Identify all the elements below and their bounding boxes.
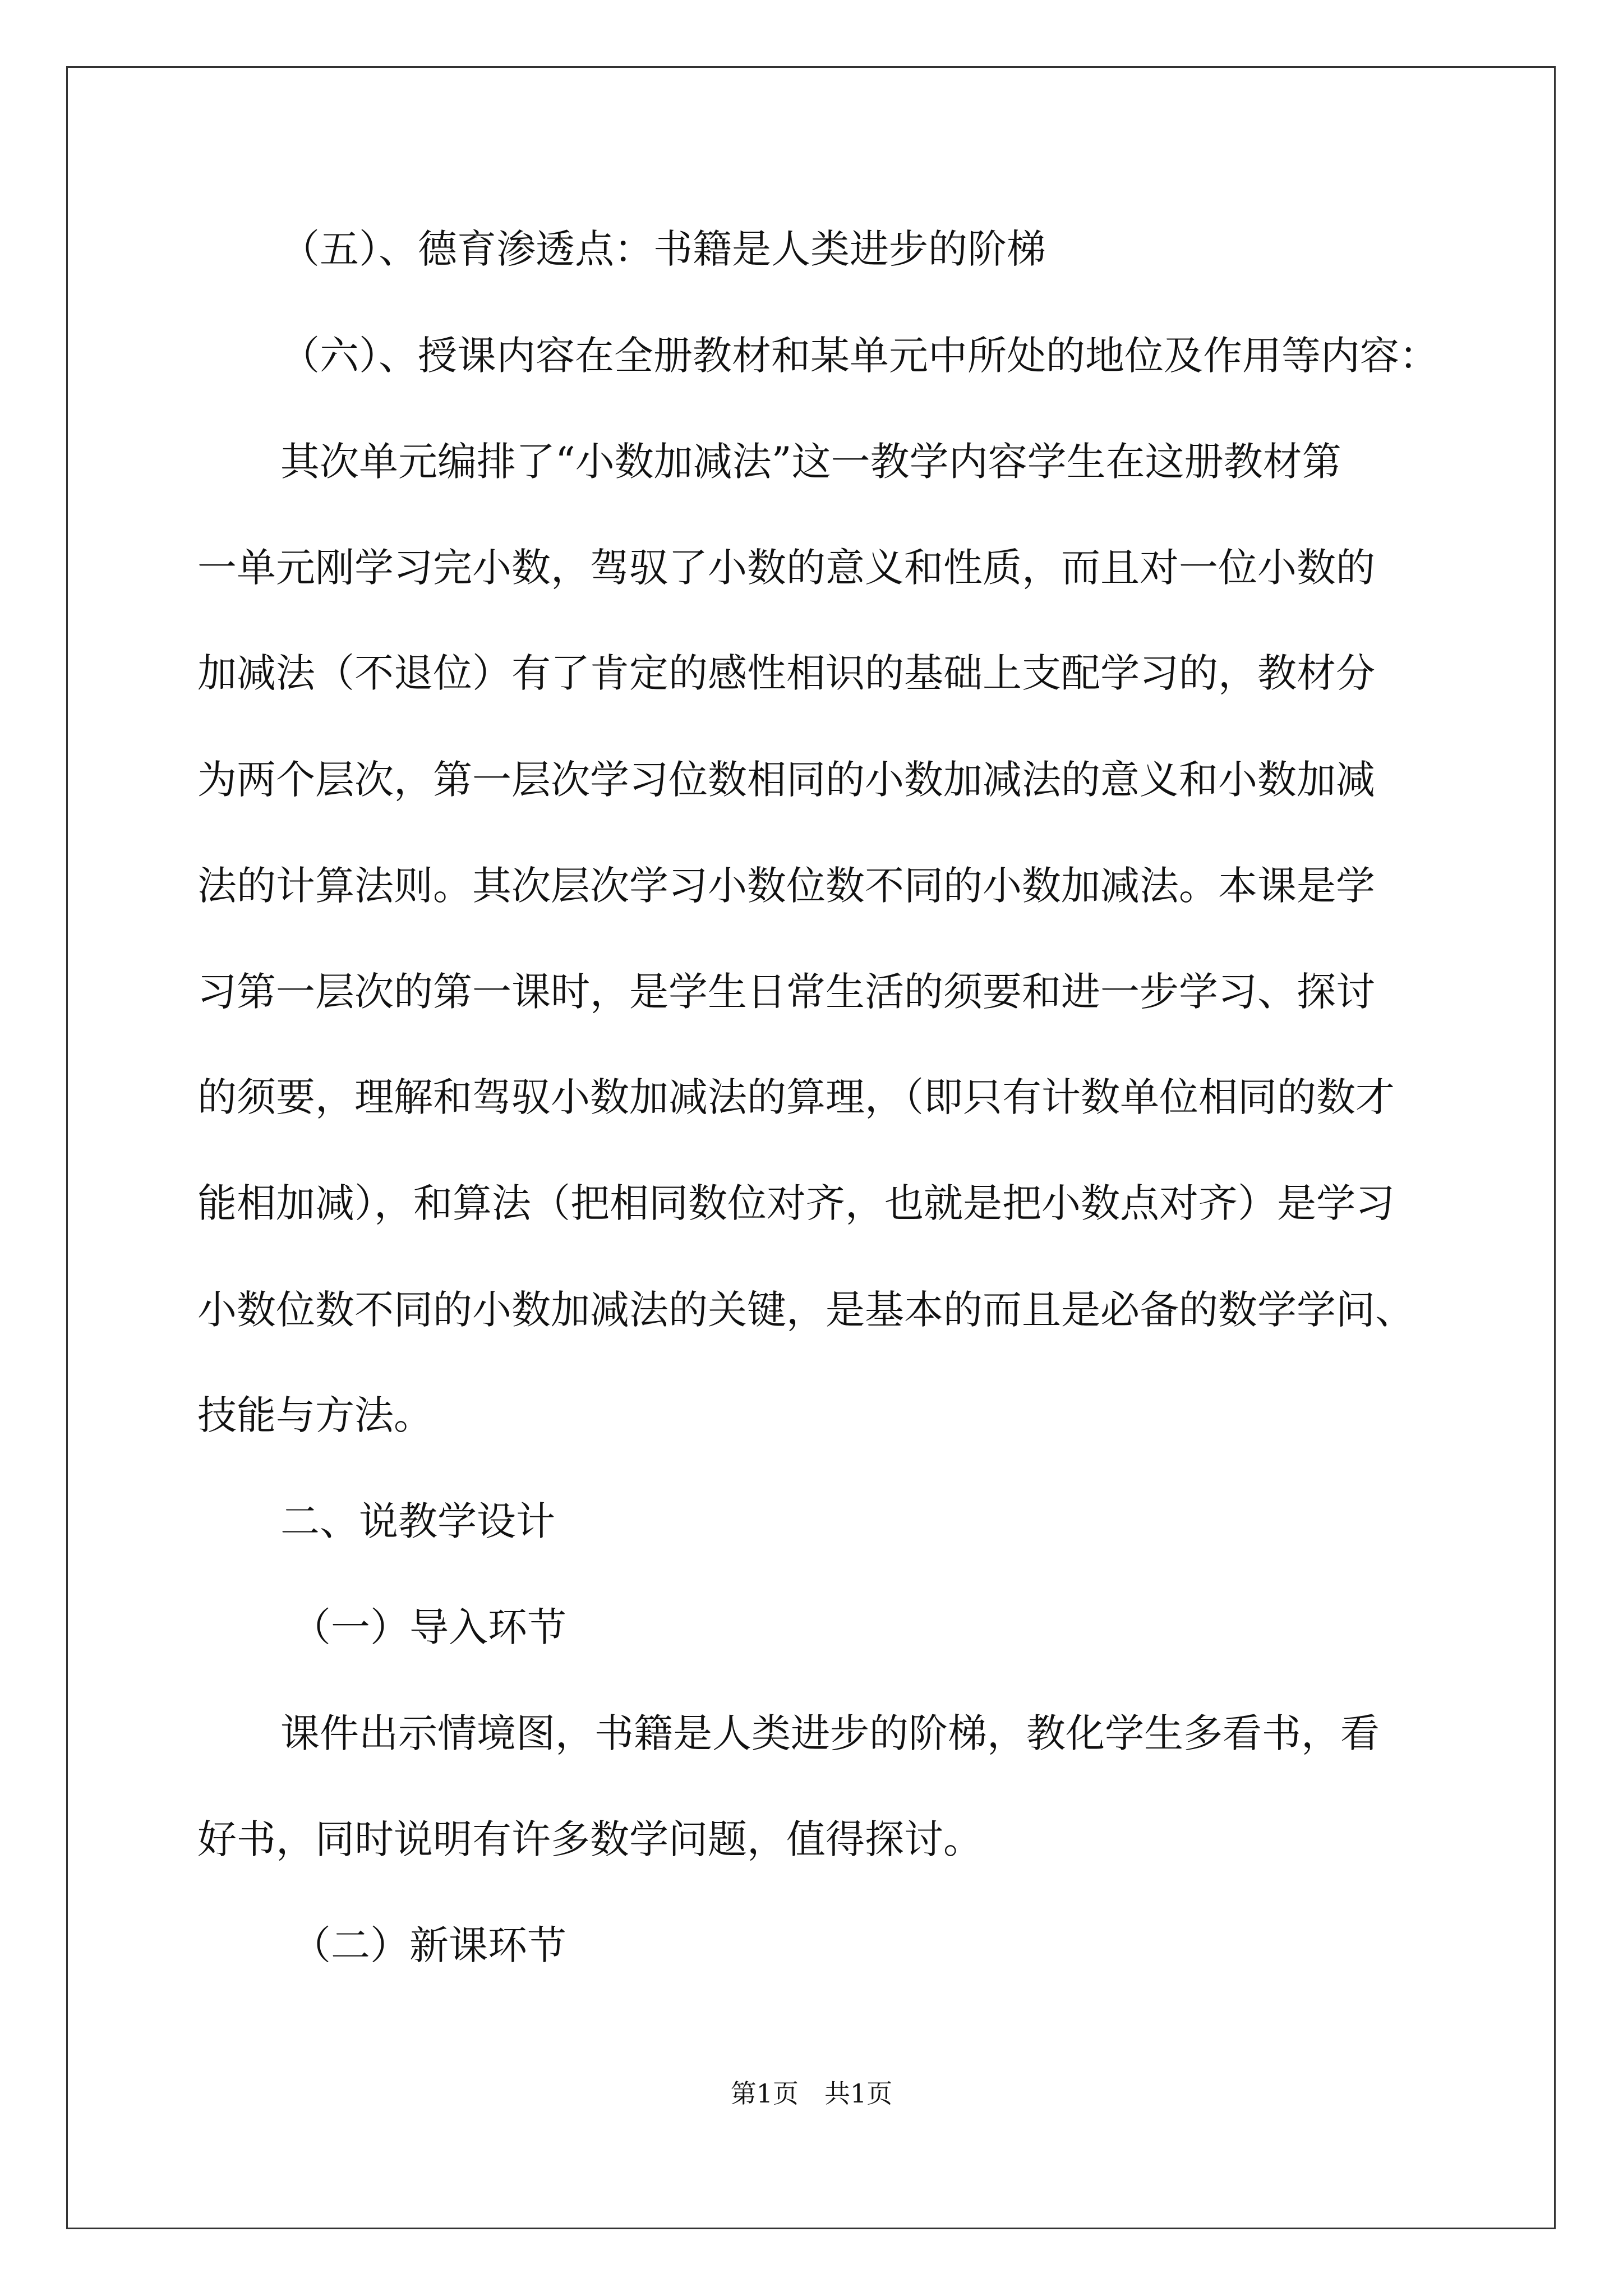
subheading-introduction: （一）导入环节 bbox=[292, 1604, 566, 1650]
paragraph-line: 一单元刚学习完小数，驾驭了小数的意义和性质，而且对一位小数的 bbox=[197, 545, 1375, 591]
section-heading-teaching-design: 二、说教学设计 bbox=[280, 1498, 555, 1544]
paragraph-line: 好书，同时说明有许多数学问题，值得探讨。 bbox=[197, 1816, 983, 1862]
paragraph-line: 课件出示情境图，书籍是人类进步的阶梯，教化学生多看书，看 bbox=[280, 1710, 1380, 1756]
paragraph-line: 小数位数不同的小数加减法的关键，是基本的而且是必备的数学学问、 bbox=[197, 1287, 1414, 1333]
page-border bbox=[66, 66, 1556, 2229]
heading-moral-education: （五）、德育渗透点：书籍是人类进步的阶梯 bbox=[280, 226, 1046, 272]
paragraph-line: 习第一层次的第一课时，是学生日常生活的须要和进一步学习、探讨 bbox=[197, 969, 1375, 1015]
paragraph-line: 其次单元编排了“小数加减法”这一教学内容学生在这册教材第 bbox=[280, 439, 1341, 485]
heading-content-position: （六）、授课内容在全册教材和某单元中所处的地位及作用等内容： bbox=[280, 333, 1438, 379]
paragraph-line: 加减法（不退位）有了肯定的感性相识的基础上支配学习的，教材分 bbox=[197, 650, 1375, 696]
page-footer: 第1页 共1页 bbox=[730, 2078, 893, 2109]
paragraph-line: 为两个层次，第一层次学习位数相同的小数加减法的意义和小数加减 bbox=[197, 757, 1375, 803]
subheading-new-lesson: （二）新课环节 bbox=[292, 1922, 566, 1968]
paragraph-line: 能相加减），和算法（把相同数位对齐，也就是把小数点对齐）是学习 bbox=[197, 1180, 1395, 1226]
paragraph-line: 的须要，理解和驾驭小数加减法的算理，（即只有计数单位相同的数才 bbox=[197, 1074, 1395, 1120]
paragraph-line: 法的计算法则。其次层次学习小数位数不同的小数加减法。本课是学 bbox=[197, 863, 1375, 909]
paragraph-line: 技能与方法。 bbox=[197, 1392, 433, 1438]
